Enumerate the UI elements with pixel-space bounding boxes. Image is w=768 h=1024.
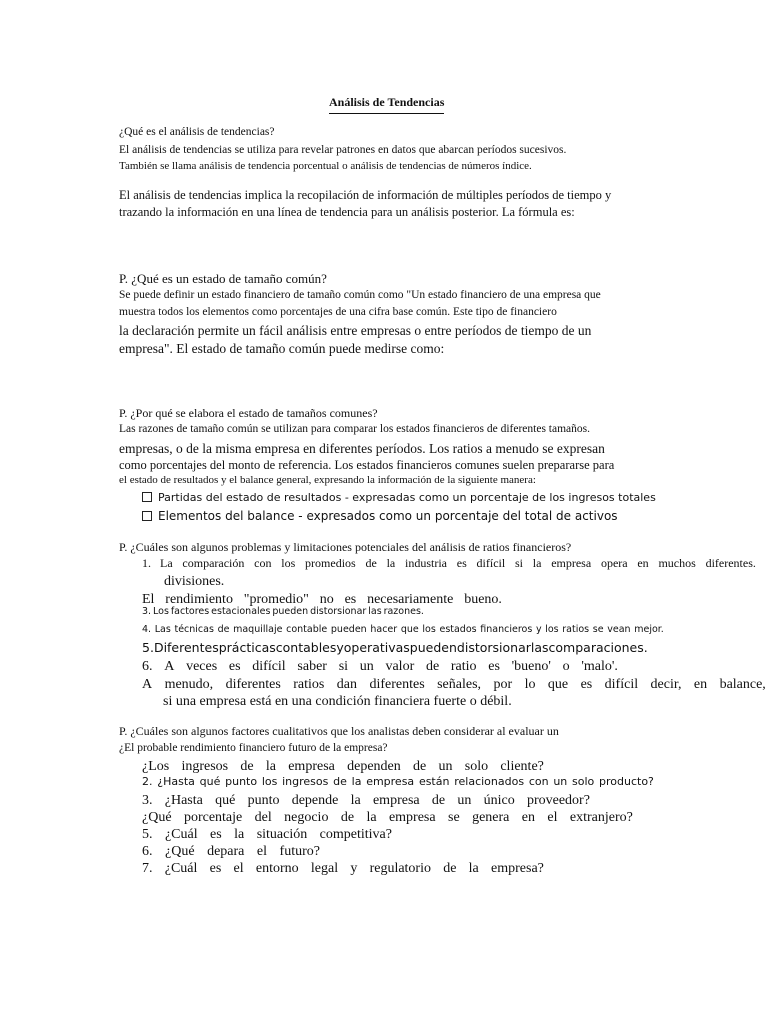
word: es bbox=[488, 659, 500, 674]
word: competitiva? bbox=[319, 827, 392, 842]
paragraph-line: También se llama análisis de tendencia porcentual o análisis de tendencias de números índice. bbox=[119, 160, 532, 172]
word: 3. bbox=[142, 606, 152, 617]
word: el bbox=[256, 844, 268, 859]
word: 2. bbox=[142, 775, 153, 788]
word: valor bbox=[385, 659, 415, 674]
word: ¿Hasta bbox=[164, 793, 203, 808]
word: en bbox=[637, 556, 649, 570]
word: muchos bbox=[658, 556, 696, 570]
word: los bbox=[261, 775, 278, 788]
question-common-size: P. ¿Qué es un estado de tamaño común? bbox=[119, 271, 327, 286]
word: en bbox=[521, 810, 535, 825]
word: promedios bbox=[305, 556, 356, 570]
word: comparación bbox=[182, 556, 245, 570]
list-item bbox=[142, 776, 654, 789]
word: punto bbox=[225, 775, 258, 788]
word: decir, bbox=[650, 677, 682, 692]
list-item bbox=[142, 810, 633, 826]
list-item bbox=[142, 827, 392, 843]
word: la bbox=[234, 827, 245, 842]
word: 6. bbox=[142, 844, 153, 859]
document-title: Análisis de Tendencias bbox=[329, 95, 444, 114]
word: de bbox=[365, 556, 377, 570]
word: si bbox=[338, 659, 349, 674]
word: A bbox=[164, 659, 175, 674]
word: Los bbox=[153, 606, 169, 617]
word: 5. bbox=[142, 827, 153, 842]
word: empresa bbox=[366, 775, 415, 788]
word: ¿Cuál bbox=[164, 861, 198, 876]
word: diferentes bbox=[225, 677, 281, 692]
bullet-box-icon bbox=[142, 492, 152, 502]
list-item bbox=[142, 659, 618, 675]
list-item bbox=[142, 607, 424, 618]
word: ingresos bbox=[181, 759, 229, 774]
word: la bbox=[350, 793, 361, 808]
word: la bbox=[351, 775, 362, 788]
word: hacer bbox=[370, 624, 398, 635]
word: industria bbox=[405, 556, 447, 570]
word: se bbox=[448, 810, 460, 825]
word: ¿Qué bbox=[142, 810, 172, 825]
word: la bbox=[366, 810, 377, 825]
word: balance, bbox=[719, 677, 766, 692]
bullet-item: Elementos del balance - expresados como un porcentaje del total de activos bbox=[142, 510, 618, 524]
word: diferentes bbox=[369, 677, 425, 692]
word: pueden bbox=[330, 624, 367, 635]
word: los bbox=[422, 624, 436, 635]
word: dan bbox=[336, 677, 358, 692]
word: punto bbox=[247, 793, 280, 808]
word: la bbox=[386, 556, 396, 570]
word: de bbox=[217, 624, 230, 635]
word: contables bbox=[275, 640, 337, 655]
word: la bbox=[532, 556, 542, 570]
word: solo bbox=[464, 759, 489, 774]
word: de bbox=[425, 659, 440, 674]
word: futuro? bbox=[279, 844, 320, 859]
word: de bbox=[443, 861, 457, 876]
word: 3. bbox=[142, 793, 153, 808]
paragraph-line: El análisis de tendencias se utiliza para revelar patrones en datos que abarcan períodos sucesivos. bbox=[119, 144, 567, 156]
word: distorsionar bbox=[310, 606, 367, 617]
word: genera bbox=[472, 810, 510, 825]
word: un bbox=[457, 793, 472, 808]
word: del bbox=[254, 810, 272, 825]
word: ratio bbox=[450, 659, 477, 674]
word: ratios bbox=[293, 677, 325, 692]
word: bueno. bbox=[464, 592, 502, 607]
word: la bbox=[468, 861, 479, 876]
word: en bbox=[693, 677, 708, 692]
word: un bbox=[553, 775, 568, 788]
word: producto? bbox=[599, 775, 654, 788]
word: que bbox=[547, 677, 569, 692]
list-item bbox=[142, 844, 320, 860]
word: maquillaje bbox=[233, 624, 283, 635]
paragraph-line: el estado de resultados y el balance general, expresando la información de la siguiente manera: bbox=[119, 474, 536, 486]
word: distorsionar bbox=[456, 640, 531, 655]
word: el bbox=[547, 810, 558, 825]
word: necesariamente bbox=[367, 592, 454, 607]
word: situación bbox=[256, 827, 308, 842]
list-item bbox=[142, 640, 648, 655]
word: difícil bbox=[252, 659, 286, 674]
list-item bbox=[160, 557, 756, 571]
word: de bbox=[413, 759, 427, 774]
paragraph-line: muestra todos los elementos como porcentajes de una cifra base común. Este tipo de financiero bbox=[119, 306, 557, 318]
word: un bbox=[359, 659, 374, 674]
word: 'bueno' bbox=[511, 659, 551, 674]
word: que bbox=[400, 624, 419, 635]
word: ¿Los bbox=[142, 759, 170, 774]
word: legal bbox=[310, 861, 339, 876]
paragraph-line: El análisis de tendencias implica la recopilación de información de múltiples períodos de tiempo y bbox=[119, 188, 612, 202]
word: operativas bbox=[343, 640, 410, 655]
word: ¿Qué bbox=[165, 844, 195, 859]
word: "promedio" bbox=[243, 592, 309, 607]
word: empresa? bbox=[491, 861, 544, 876]
list-item-continuation: divisiones. bbox=[164, 574, 225, 589]
word: 'malo'. bbox=[581, 659, 618, 674]
paragraph-line: empresas, o de la misma empresa en diferentes períodos. Los ratios a menudo se expresan bbox=[119, 441, 605, 456]
word: relacionados bbox=[454, 775, 525, 788]
word: es bbox=[209, 861, 222, 876]
word: 4. bbox=[142, 624, 152, 635]
word: por bbox=[493, 677, 513, 692]
paragraph-line: Las razones de tamaño común se utilizan para comparar los estados financieros de diferentes tamaños. bbox=[119, 423, 591, 435]
word: mejor. bbox=[634, 624, 664, 635]
word: pueden bbox=[272, 606, 309, 617]
word: pueden bbox=[409, 640, 457, 655]
word: con bbox=[528, 775, 549, 788]
word: de bbox=[340, 810, 355, 825]
word: razones. bbox=[383, 606, 424, 617]
word: saber bbox=[297, 659, 327, 674]
word: qué bbox=[199, 775, 221, 788]
word: comparaciones. bbox=[548, 640, 648, 655]
word: no bbox=[319, 592, 334, 607]
word: con bbox=[254, 556, 272, 570]
word: estados bbox=[439, 624, 477, 635]
word: difícil bbox=[476, 556, 506, 570]
list-item bbox=[142, 793, 590, 809]
word: porcentaje bbox=[183, 810, 243, 825]
word: A bbox=[142, 677, 153, 692]
word: se bbox=[592, 624, 604, 635]
word: extranjero? bbox=[569, 810, 633, 825]
word: ingresos bbox=[282, 775, 329, 788]
word: depende bbox=[291, 793, 339, 808]
word: y bbox=[336, 640, 344, 655]
word: difícil bbox=[604, 677, 639, 692]
word: prácticas bbox=[218, 640, 276, 655]
word: empresa bbox=[288, 759, 335, 774]
word: vean bbox=[607, 624, 631, 635]
word: es bbox=[456, 556, 467, 570]
word: de bbox=[431, 793, 446, 808]
word: proveedor? bbox=[526, 793, 590, 808]
word: único bbox=[483, 793, 515, 808]
word: dependen bbox=[347, 759, 401, 774]
paragraph-line: Se puede definir un estado financiero de tamaño común como "Un estado financiero de una empresa que bbox=[119, 289, 601, 301]
word: regulatorio bbox=[369, 861, 431, 876]
list-item bbox=[142, 861, 544, 877]
word: técnicas bbox=[174, 624, 214, 635]
word: La bbox=[160, 556, 173, 570]
bullet-item: Partidas del estado de resultados - expresadas como un porcentaje de los ingresos totales bbox=[142, 492, 656, 505]
paragraph-line: la declaración permite un fácil análisis entre empresas o entre períodos de tiempo de un bbox=[119, 323, 592, 338]
word: rendimiento bbox=[165, 592, 233, 607]
word: 7. bbox=[142, 861, 153, 876]
word: y bbox=[350, 861, 358, 876]
paragraph-line: como porcentajes del monto de referencia. Los estados financieros comunes suelen prepararse para bbox=[119, 458, 615, 472]
list-item bbox=[142, 677, 766, 693]
word: empresa bbox=[388, 810, 436, 825]
list-item bbox=[142, 759, 544, 775]
list-number: 1. bbox=[142, 556, 151, 570]
word: ¿Cuál bbox=[164, 827, 198, 842]
word: financieros bbox=[480, 624, 533, 635]
word: opera bbox=[600, 556, 628, 570]
word: ¿Hasta bbox=[157, 775, 195, 788]
word: estacionales bbox=[211, 606, 271, 617]
word: 5. bbox=[142, 640, 154, 655]
word: las bbox=[530, 640, 549, 655]
word: factores bbox=[170, 606, 210, 617]
word: empresa bbox=[372, 793, 420, 808]
word: menudo, bbox=[164, 677, 214, 692]
list-item-continuation: si una empresa está en una condición financiera fuerte o débil. bbox=[163, 694, 512, 709]
word: si bbox=[514, 556, 523, 570]
word: es bbox=[210, 827, 222, 842]
word: los bbox=[281, 556, 296, 570]
word: empresa bbox=[551, 556, 592, 570]
question-continuation: ¿El probable rendimiento financiero futuro de la empresa? bbox=[119, 742, 388, 754]
word: los bbox=[545, 624, 559, 635]
word: y bbox=[535, 624, 542, 635]
question-trend-analysis: ¿Qué es el análisis de tendencias? bbox=[119, 126, 275, 138]
bullet-box-icon bbox=[142, 511, 152, 521]
word: negocio bbox=[284, 810, 329, 825]
word: diferentes. bbox=[705, 556, 756, 570]
word: Diferentes bbox=[153, 640, 219, 655]
paragraph-line: trazando la información en una línea de tendencia para un análisis posterior. La fórmula es: bbox=[119, 205, 575, 219]
word: cliente? bbox=[500, 759, 544, 774]
list-item bbox=[142, 625, 664, 636]
word: contable bbox=[286, 624, 328, 635]
word: 6. bbox=[142, 659, 153, 674]
word: es bbox=[344, 592, 357, 607]
word: de bbox=[333, 775, 347, 788]
word: o bbox=[562, 659, 570, 674]
word: están bbox=[418, 775, 450, 788]
word: ratios bbox=[562, 624, 590, 635]
word: El bbox=[142, 592, 155, 607]
word: solo bbox=[572, 775, 595, 788]
word: qué bbox=[215, 793, 236, 808]
word: un bbox=[438, 759, 453, 774]
question-why-common-size: P. ¿Por qué se elabora el estado de tamaños comunes? bbox=[119, 406, 378, 420]
word: la bbox=[265, 759, 276, 774]
word: las bbox=[368, 606, 382, 617]
question-qualitative-factors: P. ¿Cuáles son algunos factores cualitativos que los analistas deben considerar al evaluar un bbox=[119, 724, 559, 738]
word: de bbox=[240, 759, 254, 774]
word: el bbox=[233, 861, 244, 876]
word: lo bbox=[524, 677, 536, 692]
word: es bbox=[228, 659, 241, 674]
word: es bbox=[580, 677, 593, 692]
question-limitations: P. ¿Cuáles son algunos problemas y limitaciones potenciales del análisis de ratios financieros? bbox=[119, 540, 572, 554]
paragraph-line: empresa". El estado de tamaño común puede medirse como: bbox=[119, 341, 445, 356]
word: veces bbox=[186, 659, 218, 674]
word: Las bbox=[154, 624, 171, 635]
word: entorno bbox=[255, 861, 299, 876]
word: señales, bbox=[437, 677, 482, 692]
word: depara bbox=[207, 844, 245, 859]
